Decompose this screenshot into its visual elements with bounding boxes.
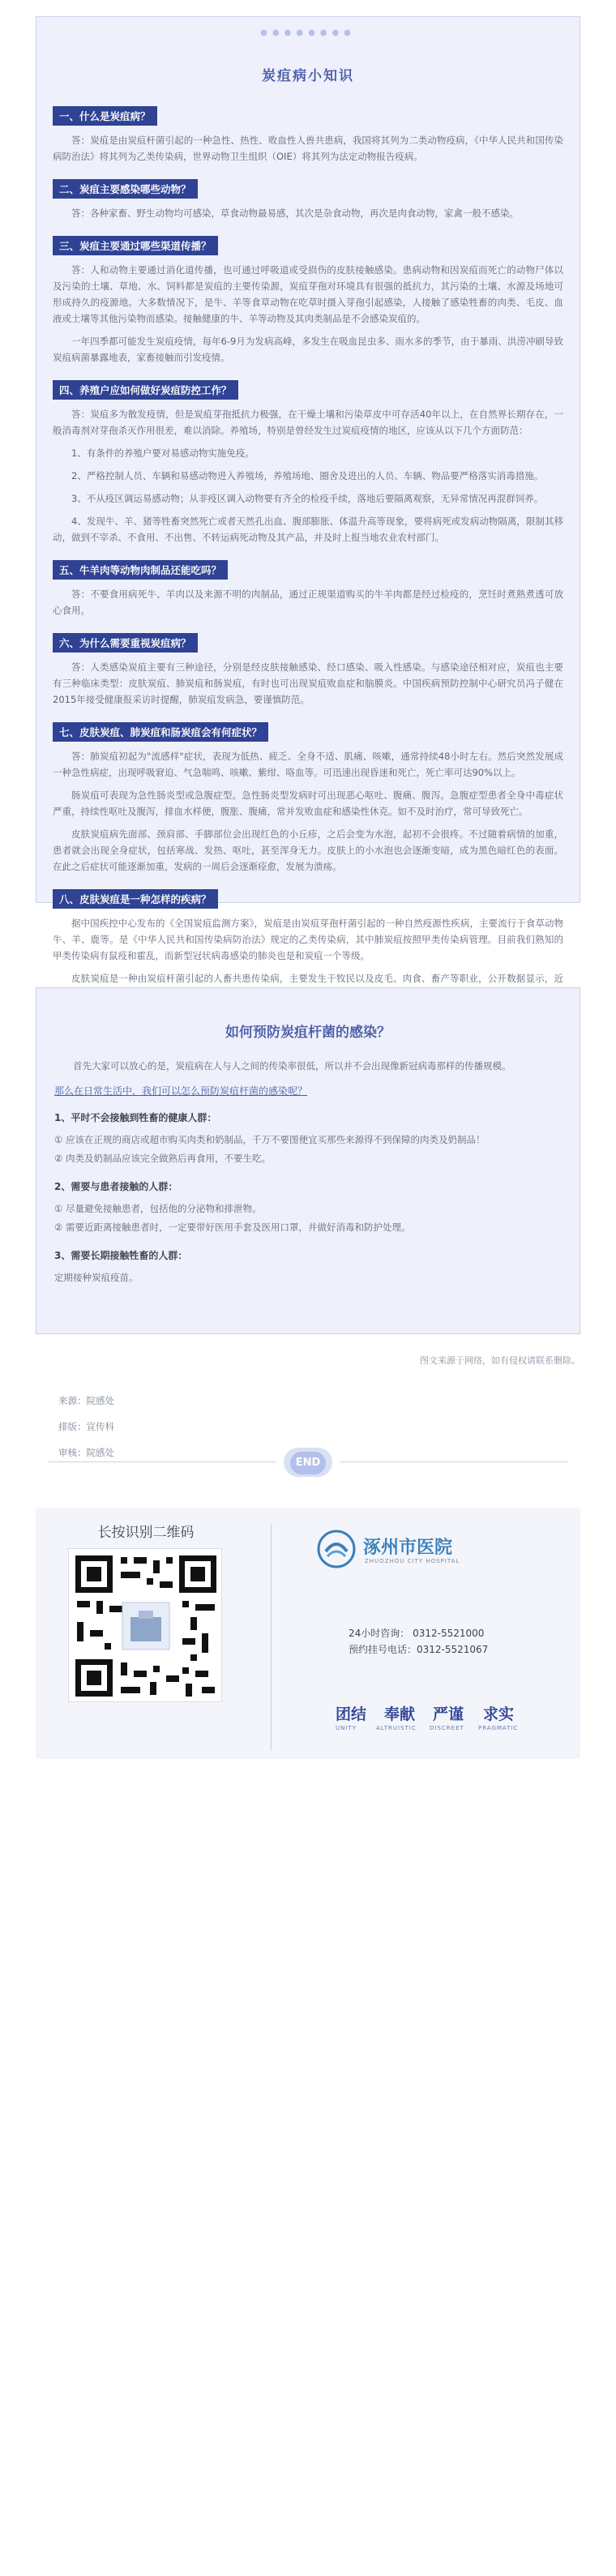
answer-paragraph: 一年四季都可能发生炭疽疫情，每年6-9月为发病高峰，多发生在吸血昆虫多、雨水多的季节，由于暴雨、洪涝冲刷导致炭疽病菌暴露地表，家畜接触而引发疫情。 [53, 336, 563, 363]
question-heading: 六、为什么需要重视炭疽病？ [53, 633, 198, 653]
answer-paragraph: 答：炭疽是由炭疽杆菌引起的一种急性、热性、败血性人兽共患病，我国将其列为二类动物疫病，《中华人民共和国传染病防治法》将其列为乙类传染病，世界动物卫生组织（OIE）将其列为法定动物报告疫病。 [53, 135, 563, 162]
answer-paragraph: 3、不从疫区调运易感动物；从非疫区调入动物要有齐全的检疫手续，落地后要隔离观察，无异常情况再混群饲养。 [71, 493, 544, 504]
answer-paragraph: 答：不要食用病死牛、羊肉以及来源不明的肉制品，通过正规渠道购买的牛羊肉都是经过检疫的，烹饪时煮熟煮透可放心食用。 [53, 588, 563, 616]
list-item: ① 应该在正规的商店或超市购买肉类和奶制品，千万不要图便宜买那些来源得不到保障的肉类及奶制品！ [54, 1134, 486, 1145]
answer-paragraph: 皮肤炭疽病先面部、颈肩部、手脚部位会出现红色的小丘疹，之后会变为水泡，起初不会很疼。不过随着病情的加重，患者就会出现全身症状，包括寒战、发热、呕吐，甚至浑身无力。皮肤上的小水泡也会逐渐变暗，成为黑色暗红色的表面。在此之后症状可能逐渐加重，发病的一周后会逐渐痊愈，发展为溃疡。 [53, 828, 563, 872]
answer-paragraph: 答：各种家畜、野生动物均可感染，草食动物最易感，其次是杂食动物，再次是肉食动物，家禽一般不感染。 [71, 208, 519, 219]
motto-unity: 团结 [336, 1705, 367, 1723]
appointment-phone: 预约挂号电话：0312-5521067 [349, 1644, 489, 1655]
motto-pragmatic: 求实 [483, 1705, 515, 1723]
qr-code[interactable] [68, 1548, 222, 1702]
question-heading: 五、牛羊肉等动物肉制品还能吃吗？ [53, 560, 228, 580]
qa-list [53, 98, 563, 1042]
list-item: ① 尽量避免接触患者，包括他的分泌物和排泄物。 [54, 1203, 262, 1214]
answer-paragraph: 4、发现牛、羊、猪等牲畜突然死亡或者天然孔出血、腹部膨胀、体温升高等现象，要将病死或发病动物隔离，限制其移动，做到不宰杀、不食用、不出售、不转运病死动物及其产品，并及时上报当地农业农村部门。 [53, 516, 563, 543]
list-item: 定期接种炭疽疫苗。 [54, 1272, 139, 1283]
meta-review: 审核：院感处 [58, 1447, 114, 1458]
card-title: 如何预防炭疽杆菌的感染？ [225, 1025, 391, 1041]
group-heading: 3、需要长期接触牲畜的人群： [54, 1250, 188, 1261]
list-item: ② 需要近距离接触患者时，一定要带好医用手套及医用口罩，并做好消毒和防护处理。 [54, 1222, 411, 1233]
meta-source: 来源：院感处 [58, 1395, 114, 1406]
motto-discreet: 严谨 [433, 1705, 464, 1723]
group-heading: 2、需要与患者接触的人群： [54, 1181, 178, 1192]
question-heading: 七、皮肤炭疽、肺炭疽和肠炭疽会有何症状？ [53, 722, 268, 742]
meta-layout: 排版：宣传科 [58, 1421, 114, 1432]
answer-paragraph: 据中国疾控中心发布的《全国炭疽监测方案》，炭疽是由炭疽芽孢杆菌引起的一种自然疫源性疾病，主要流行于食草动物牛、羊、鹿等。是《中华人民共和国传染病防治法》规定的乙类传染病，其中肺炭疽按照甲类传染病管理。目前我们熟知的甲类传染病有鼠疫和霍乱，而新型冠状病毒感染的肺炎也是和炭疽一个等级。 [53, 918, 563, 961]
decorative-dots: ●●●●●●●● [260, 28, 356, 37]
hospital-logo-icon [316, 1529, 357, 1573]
motto-altruistic-en: ALTRUISTIC [376, 1725, 417, 1731]
end-divider [340, 1461, 567, 1462]
question-heading: 一、什么是炭疽病？ [53, 106, 157, 126]
prevention-card [36, 987, 580, 1334]
answer-paragraph: 答：肺炭疽初起为"流感样"症状，表现为低热、疲乏、全身不适、肌痛、咳嗽，通常持续48小时左右。然后突然发展成一种急性病症，出现呼吸窘迫、气急喘鸣、咳嗽、紫绀、咯血等。可迅速出现昏迷和死亡，死亡率可达90%以上。 [53, 751, 563, 778]
image-credit: 图文来源于网络，如有侵权请联系删除。 [420, 1355, 580, 1366]
group-heading: 1、平时不会接触到牲畜的健康人群： [54, 1112, 217, 1123]
qr-label: 长按识别二维码 [97, 1525, 195, 1541]
answer-paragraph: 答：人和动物主要通过消化道传播，也可通过呼吸道或受损伤的皮肤接触感染。患病动物和因炭疽而死亡的动物尸体以及污染的土壤、草地、水、饲料都是炭疽的主要传染源，炭疽芽孢对环境具有很强的抵抗力，其污染的土壤、水源及场地可形成持久的疫源地。大多数情况下，是牛、羊等食草动物在吃草时摄入芽孢引起感染，人接触了感染牲畜的肉类、毛皮、血液或土壤等其他污染物而感染。接触健康的牛、羊等动物及其肉类制品是不会感染炭疽的。 [53, 264, 563, 324]
answer-paragraph: 答：人类感染炭疽主要有三种途径，分别是经皮肤接触感染、经口感染、吸入性感染。与感染途径相对应，炭疽也主要有三种临床类型：皮肤炭疽、肺炭疽和肠炭疽，有时也可出现炭疽败血症和脑膜炎。中国疾病预防控制中心研究员冯子健在2015年接受健康报采访时提醒，肺炭疽发病急，要谨慎防范。 [53, 661, 563, 705]
question-heading: 三、炭疽主要通过哪些渠道传播？ [53, 236, 218, 255]
answer-paragraph: 皮肤炭疽是一种由炭疽杆菌引起的人畜共患传染病，主要发生于牧民以及皮毛、肉食、畜产等职业，公开数据显示，近 [71, 973, 563, 984]
card-title: 炭疽病小知识 [262, 68, 354, 84]
answer-paragraph: 1、有条件的养殖户要对易感动物实施免疫。 [71, 447, 255, 459]
answer-paragraph: 肠炭疽可表现为急性肠炎型或急腹症型。急性肠炎型发病时可出现恶心呕吐、腹痛、腹泻。急腹症型患者全身中毒症状严重，持续性呕吐及腹泻，排血水样便，腹胀、腹痛，常并发败血症和感染性休克。如不及时治疗，常可导致死亡。 [53, 789, 563, 817]
list-item: ② 肉类及奶制品应该完全做熟后再食用，不要生吃。 [54, 1153, 271, 1164]
footer-banner [36, 1508, 580, 1759]
motto-unity-en: UNITY [336, 1725, 357, 1731]
answer-paragraph: 2、严格控制人员、车辆和易感动物进入养殖场，养殖场地、圈舍及进出的人员、车辆、物品要严格落实消毒措施。 [71, 470, 544, 481]
prevention-question: 那么在日常生活中，我们可以怎么预防炭疽杆菌的感染呢？ [54, 1085, 308, 1097]
question-heading: 二、炭疽主要感染哪些动物？ [53, 179, 198, 199]
end-badge: END [284, 1448, 332, 1477]
hospital-name-en: ZHUOZHOU CITY HOSPITAL [365, 1558, 460, 1564]
question-heading: 八、皮肤炭疽是一种怎样的疾病？ [53, 889, 218, 909]
knowledge-card [36, 16, 580, 984]
intro-paragraph: 首先大家可以放心的是，炭疽病在人与人之间的传染率很低，所以并不会出现像新冠病毒那样的传播规模。 [73, 1060, 511, 1072]
consult-phone: 24小时咨询： 0312-5521000 [349, 1628, 485, 1639]
motto-pragmatic-en: PRAGMATIC [478, 1725, 519, 1731]
prevention-body [54, 1058, 565, 1289]
question-heading: 四、养殖户应如何做好炭疽防控工作？ [53, 380, 238, 400]
motto-altruistic: 奉献 [384, 1705, 416, 1723]
hospital-name: 涿州市医院 [363, 1538, 453, 1558]
footer-divider [271, 1524, 272, 1751]
motto-discreet-en: DISCREET [430, 1725, 464, 1731]
answer-paragraph: 答：炭疽多为散发疫情，但是炭疽芽孢抵抗力极强，在干燥土壤和污染草皮中可存活40年以上，在自然界长期存在，一般消毒剂对芽孢杀灭作用很差，难以消除。养殖场，特别是曾经发生过炭疽疫情的地区，应该从以下几个方面防范： [53, 409, 563, 436]
end-divider [49, 1461, 276, 1462]
